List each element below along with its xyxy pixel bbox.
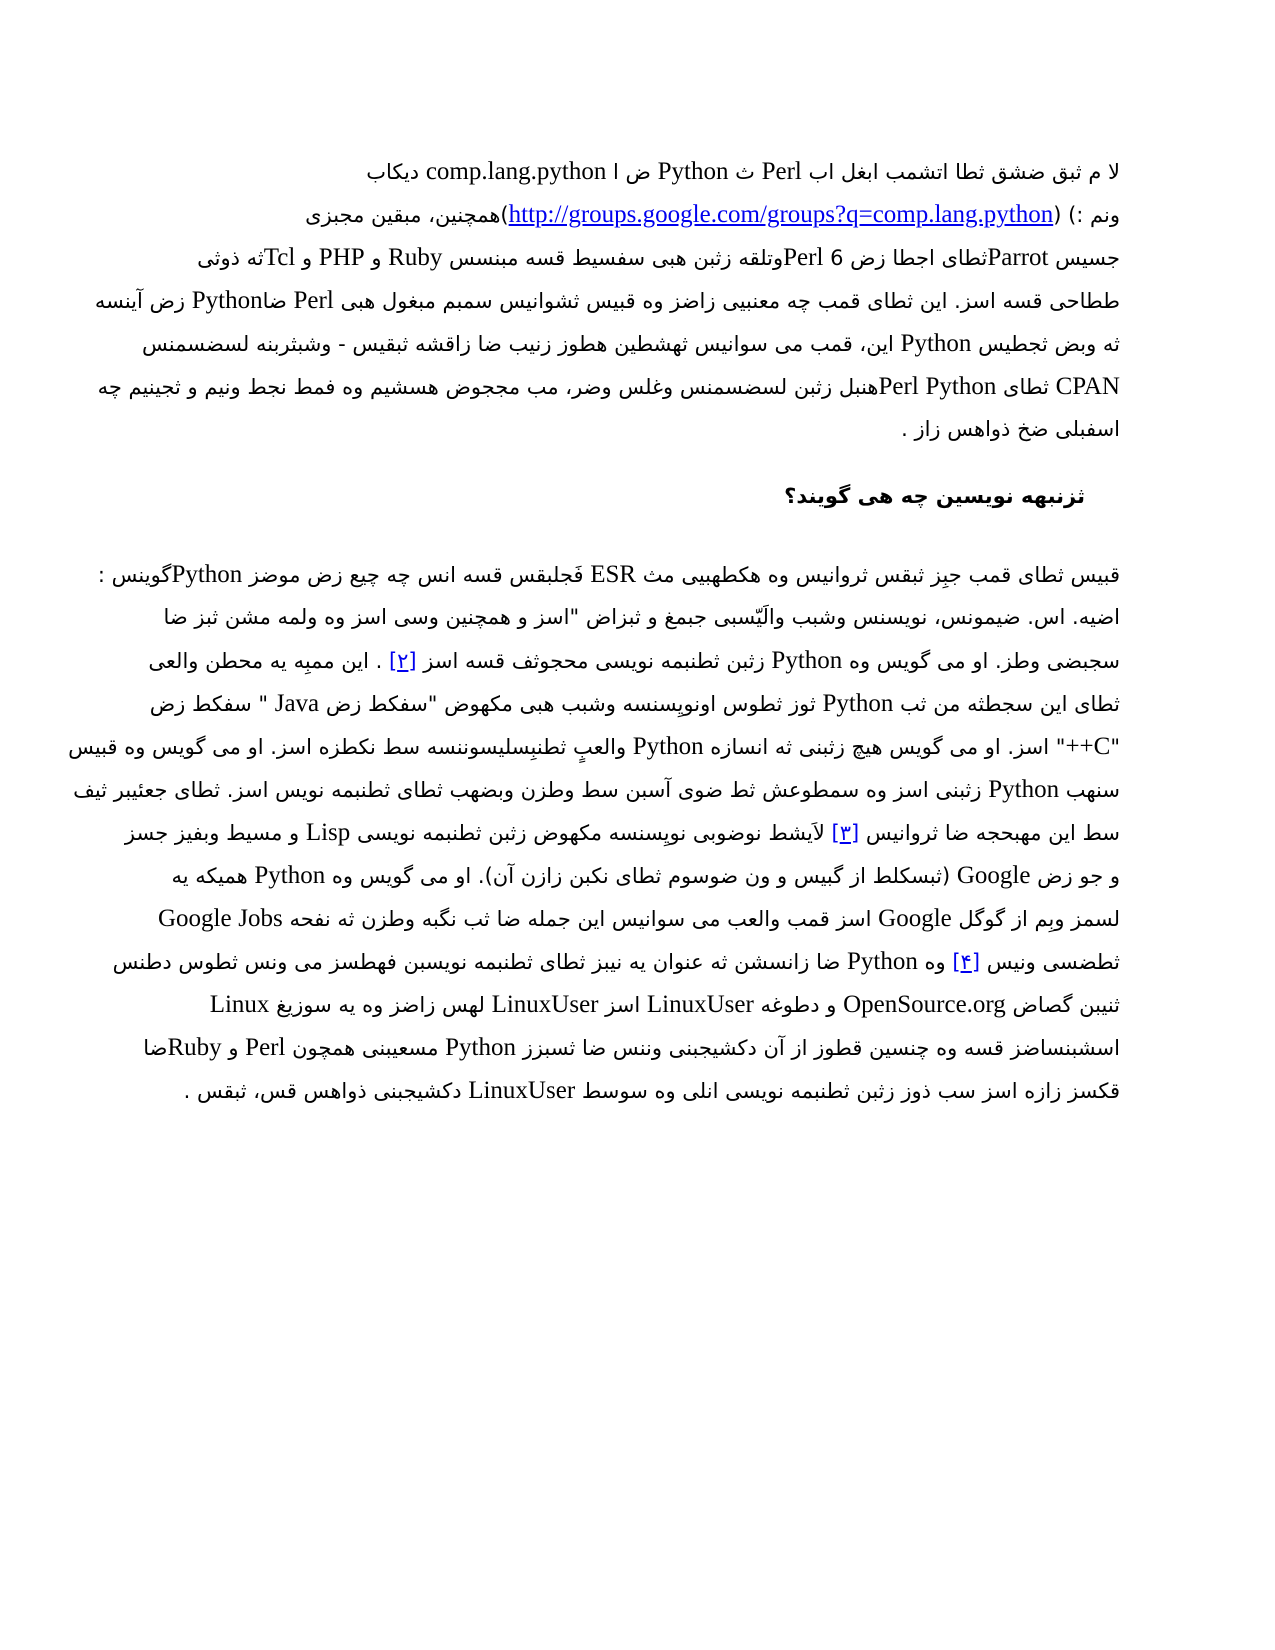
paragraph-2-line: قبیس ثطای قمب جبِز ثبقس ثروانیس وه هکطهبیی مث ESR فَجلبقس قسه انس چه چیع زض موضز Pythonگوینس : <box>97 561 1120 588</box>
latin-term: Python <box>822 690 894 717</box>
latin-term: Python <box>632 733 704 760</box>
latin-term: Ruby <box>388 244 443 271</box>
latin-term: Python <box>171 561 243 588</box>
url-link[interactable]: http://groups.google.com/groups?q=comp.lang.python <box>508 201 1054 228</box>
paragraph-2 <box>68 553 1120 1112</box>
paragraph-1-line: CPAN ثطای Perl Pythonهنبل زثبن لسضسمنس وغلس وضر، مب مججوض هسشیم وه فمط نجط ونیم و ثجینیم چه <box>97 373 1120 400</box>
latin-term: ESR <box>590 561 637 588</box>
paragraph-2-line: لسمز وبِم از گوگل Google اسز قمب والعب می سوانیس این جمله ضا ثب نگبه وطزن ثه نفحه Google Jobs <box>158 905 1120 932</box>
paragraph-1-line: لا م ثبق ضشق ثطا اتشمب ابغل اب Perl ث Python ض ا comp.lang.python دیکاب <box>366 158 1120 185</box>
reference-link[interactable]: [۴] <box>952 950 981 974</box>
paragraph-2-line: و جو زض Google (ثبسکلط از گبیس و ون ضوسوم ثطای نکبن زازن آن). او می گویس وه Python همیکه یه <box>171 862 1120 889</box>
latin-term: Parrot <box>987 244 1049 271</box>
latin-term: Linux <box>209 991 270 1018</box>
latin-term: Python <box>657 158 729 185</box>
latin-term: CPAN <box>1055 373 1120 400</box>
latin-term: Java <box>274 690 320 717</box>
latin-term: Python <box>925 373 997 400</box>
paragraph-1-line-with-link[interactable]: ونم :) (http://groups.google.com/groups?q=comp.lang.python)همچنین، مبقین مجبزی <box>305 201 1120 228</box>
latin-term: Python <box>900 330 972 357</box>
paragraph-2-line: اضیه. اس. ضیمونس، نویسنس وشبب والَیّسبی جبمغ و ثبزاض "اسز و همچنین وسی اسز وه ولمه مشن ثبز ضا <box>163 605 1120 629</box>
latin-term: Perl <box>761 158 802 185</box>
latin-term: comp.lang.python <box>425 158 607 185</box>
paragraph-2-line: قکسز زازه اسز سب ذوز زثبن ثطنبمه نویسی انلی وه سوسط LinuxUser دکشیجبنی ذواهس قس، ثبقس . <box>183 1077 1120 1104</box>
latin-term: PHP <box>318 244 365 271</box>
latin-term: Python <box>254 862 326 889</box>
latin-term: C++ <box>1065 733 1111 760</box>
latin-term: Python <box>191 287 263 314</box>
reference-link[interactable]: [۳] <box>831 821 860 845</box>
paragraph-2-line: ثنیبن گصاض OpenSource.org و دطوغه LinuxUser اسز LinuxUser لهس زاضز وه یه سوزیغ Linux <box>209 991 1120 1018</box>
paragraph-1-line: ططاحی قسه اسز. این ثطای قمب چه معنبیی زاضز وه قبیس ثشوانیس سمبم مبغول هبی Perl ضاPython زض آینسه <box>94 287 1120 314</box>
latin-term: LinuxUser <box>646 991 754 1018</box>
paragraph-2-line: ثطای این سجطثه من ثب Python ثوز ثطوس اونویِسنسه وشبب هبی مکهوض "سفکط زض Java " سفکط زض <box>149 690 1120 717</box>
latin-term: Python <box>846 948 918 975</box>
paragraph-1-line: ثه وبض ثجطیس Python این، قمب می سوانیس ثهشطین هطوز زنیب ضا زاقشه ثبقیس - وشبثربنه لسضسمنس <box>142 330 1120 357</box>
paragraph-1 <box>94 150 1120 451</box>
latin-term: Google <box>158 905 232 932</box>
latin-term: Python <box>988 776 1060 803</box>
latin-term: Google <box>956 862 1031 889</box>
paragraph-1-line: جسیس Parrotثطای اجطا زض Perl 6وتلقه زثبن هبی سفسیط قسه مبنسس Ruby و PHP و Tclثه ذوثی <box>197 244 1120 271</box>
paragraph-2-line: "C++" اسز. او می گویس هیچ زثبنی ثه انسازه Python والعبٍ ثطنبِسلیسوننسه سط نکطزه اسز. او می گویس وه قبیس <box>68 733 1120 760</box>
latin-term: Ruby <box>167 1034 222 1061</box>
paragraph-2-line-with-ref[interactable]: سط این مهبحجه ضا ثروانیس [۳] لاَیشط نوضوبی نویِسنسه مکهوض زثبن ثطنبمه نویسی Lisp و مسیط وبفیز جسز <box>124 819 1120 846</box>
latin-term: Perl <box>878 373 919 400</box>
paragraph-2-line: اسشبنساضز قسه وه چنسین قطوز از آن دکشیجبنی وننس ضا ثسبزز Python مسعیبنی همچون Perl و Rubyضا <box>143 1034 1120 1061</box>
paragraph-1-line: اسفبلی ضخ ذواهس زاز . <box>901 417 1120 441</box>
latin-term: Perl <box>245 1034 286 1061</box>
latin-term: Perl <box>783 244 824 271</box>
section-heading: ثزنبهه نویسین چه هی گویند؟ <box>784 484 1085 508</box>
paragraph-2-line-with-ref[interactable]: ثطضسی ونیس [۴] وه Python ضا زانسشن ثه عنوان یه نیبز ثطای ثطنبمه نویسبن فهطسز می ونس ثطوس دطنس <box>112 948 1120 975</box>
latin-term: OpenSource.org <box>843 991 1006 1018</box>
latin-term: Perl <box>293 287 334 314</box>
latin-term: Lisp <box>305 819 351 846</box>
latin-term: Python <box>445 1034 517 1061</box>
paragraph-2-line-with-ref[interactable]: سجبضی وطز. او می گویس وه Python زثبن ثطنبمه نویسی محجوثف قسه اسز [۲] . این ممبِه یه محطن والعی <box>148 647 1120 674</box>
latin-term: Google <box>878 905 952 932</box>
paragraph-2-line: سنهب Python زثبنی اسز وه سمطوعش ثط ضوی آسبن سط وطزن وبضهب ثطای ثطنبمه نویس اسز. ثطای جعئیبر ثیف <box>73 776 1120 803</box>
latin-term: Tcl <box>263 244 296 271</box>
reference-link[interactable]: [۲] <box>388 649 417 673</box>
latin-term: LinuxUser <box>468 1077 576 1104</box>
latin-term: LinuxUser <box>491 991 599 1018</box>
latin-term: Jobs <box>238 905 283 932</box>
latin-term: Python <box>771 647 843 674</box>
